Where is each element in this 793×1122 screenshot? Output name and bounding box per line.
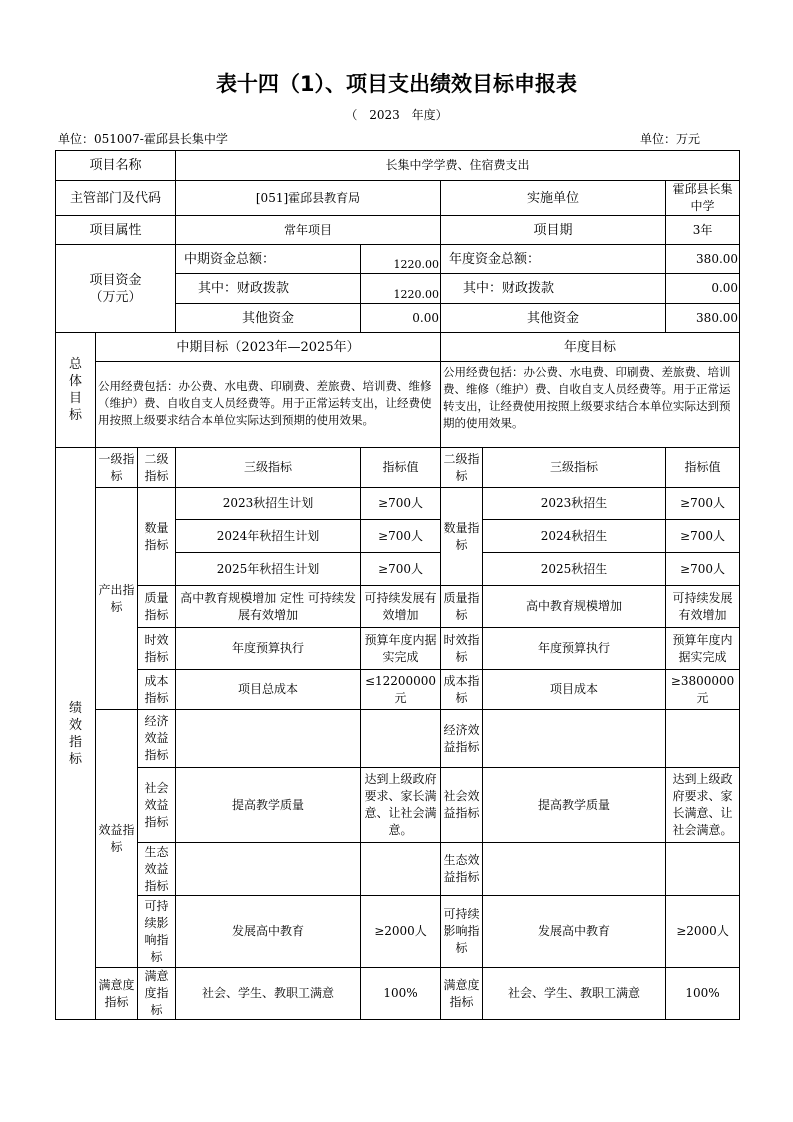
- mid-indicator: 提高教学质量: [176, 768, 361, 843]
- mid-indicator: 2023秋招生计划: [176, 488, 361, 520]
- sustain-label: 可持续影响指标: [441, 896, 483, 968]
- goals-label: 总体目标: [56, 333, 96, 448]
- yr-value: [666, 710, 740, 768]
- header: 三级指标: [176, 448, 361, 488]
- yr-value: 达到上级政府要求、家长满意、让社会满意。: [666, 768, 740, 843]
- quality-label: 质量指标: [441, 586, 483, 628]
- label: 其他资金: [176, 304, 361, 333]
- yr-total: 380.00: [666, 245, 740, 274]
- yr-goal-label: 年度目标: [441, 333, 740, 362]
- yr-indicator: 2023秋招生: [483, 488, 666, 520]
- impl-unit: 霍邱县长集中学: [666, 181, 740, 216]
- perf-label: 绩效指标: [56, 448, 96, 1020]
- mid-value: 达到上级政府要求、家长满意、让社会满意。: [361, 768, 441, 843]
- social-label: 社会效益指标: [441, 768, 483, 843]
- yr-other: 380.00: [666, 304, 740, 333]
- mid-value: 预算年度内据实完成: [361, 628, 441, 670]
- sustain-label: 可持续影响指标: [138, 896, 176, 968]
- mid-value: ≤12200000元: [361, 670, 441, 710]
- yr-goal-text: 公用经费包括：办公费、水电费、印刷费、差旅费、培训费、维修（维护）费、自收自支人员经费等。用于正常运转支出，让经费使用按照上级要求结合本单位实际达到预期的使用效果。: [441, 362, 740, 448]
- dept: [051]霍邱县教育局: [176, 181, 441, 216]
- econ-label: 经济效益指标: [138, 710, 176, 768]
- label: 实施单位: [441, 181, 666, 216]
- cost-label: 成本指标: [441, 670, 483, 710]
- yr-value: [666, 843, 740, 896]
- fund-label: 项目资金（万元）: [56, 245, 176, 333]
- mid-indicator: 年度预算执行: [176, 628, 361, 670]
- mid-indicator: 高中教育规模增加 定性 可持续发展有效增加: [176, 586, 361, 628]
- yr-indicator: [483, 710, 666, 768]
- label: 年度资金总额：: [441, 245, 666, 274]
- benefit-label: 效益指标: [96, 710, 138, 968]
- mid-total: 1220.00: [361, 245, 441, 274]
- mid-indicator: 项目总成本: [176, 670, 361, 710]
- attr: 常年项目: [176, 216, 441, 245]
- page-title: 表十四（1）、项目支出绩效目标申报表: [215, 72, 578, 96]
- mid-indicator: [176, 843, 361, 896]
- cost-label: 成本指标: [138, 670, 176, 710]
- eco-label: 生态效益指标: [138, 843, 176, 896]
- mid-indicator: 社会、学生、教职工满意: [176, 968, 361, 1020]
- yr-value: ≥2000人: [666, 896, 740, 968]
- label: 主管部门及代码: [56, 181, 176, 216]
- mid-indicator: 发展高中教育: [176, 896, 361, 968]
- yr-value: ≥700人: [666, 553, 740, 586]
- qty-label: 数量指标: [441, 488, 483, 586]
- mid-indicator: 2025年秋招生计划: [176, 553, 361, 586]
- yr-indicator: 年度预算执行: [483, 628, 666, 670]
- mid-value: [361, 843, 441, 896]
- mid-indicator: 2024年秋招生计划: [176, 520, 361, 553]
- mid-indicator: [176, 710, 361, 768]
- yr-value: ≥700人: [666, 488, 740, 520]
- yr-indicator: 发展高中教育: [483, 896, 666, 968]
- econ-label: 经济效益指标: [441, 710, 483, 768]
- header: 指标值: [666, 448, 740, 488]
- yr-fiscal: 0.00: [666, 274, 740, 304]
- header: 一级指标: [96, 448, 138, 488]
- mid-value: 可持续发展有效增加: [361, 586, 441, 628]
- yr-value: 100%: [666, 968, 740, 1020]
- header: 指标值: [361, 448, 441, 488]
- label: 其中：财政拨款: [441, 274, 666, 304]
- time-label: 时效指标: [441, 628, 483, 670]
- mid-fiscal: 1220.00: [361, 274, 441, 304]
- label: 项目期: [441, 216, 666, 245]
- mid-value: ≥700人: [361, 488, 441, 520]
- yr-value: 预算年度内据实完成: [666, 628, 740, 670]
- label: 项目名称: [56, 151, 176, 181]
- social-label: 社会效益指标: [138, 768, 176, 843]
- mid-value: [361, 710, 441, 768]
- mid-goal-label: 中期目标（2023年—2025年）: [96, 333, 441, 362]
- unit-left: 单位：051007-霍邱县长集中学: [58, 132, 228, 146]
- yr-indicator: 项目成本: [483, 670, 666, 710]
- period: 3年: [666, 216, 740, 245]
- yr-indicator: 高中教育规模增加: [483, 586, 666, 628]
- mid-value: ≥2000人: [361, 896, 441, 968]
- yr-indicator: 2024秋招生: [483, 520, 666, 553]
- mid-goal-text: 公用经费包括：办公费、水电费、印刷费、差旅费、培训费、维修（维护）费、自收自支人员经费等。用于正常运转支出，让经费使用按照上级要求结合本单位实际达到预期的使用效果。: [96, 362, 441, 448]
- yr-value: 可持续发展有效增加: [666, 586, 740, 628]
- header: 二级指标: [441, 448, 483, 488]
- yr-value: ≥700人: [666, 520, 740, 553]
- unit-right: 单位：万元: [640, 132, 701, 146]
- mid-value: 100%: [361, 968, 441, 1020]
- yr-indicator: 社会、学生、教职工满意: [483, 968, 666, 1020]
- label: 其他资金: [441, 304, 666, 333]
- yr-indicator: [483, 843, 666, 896]
- eco-label: 生态效益指标: [441, 843, 483, 896]
- header: 二级指标: [138, 448, 176, 488]
- project-name: 长集中学学费、住宿费支出: [176, 151, 740, 181]
- qty-label: 数量指标: [138, 488, 176, 586]
- sat2-label: 满意度指标: [138, 968, 176, 1020]
- label: 其中：财政拨款: [176, 274, 361, 304]
- label: 中期资金总额：: [176, 245, 361, 274]
- mid-other: 0.00: [361, 304, 441, 333]
- mid-value: ≥700人: [361, 520, 441, 553]
- report-year: （ 2023 年度）: [345, 108, 448, 122]
- output-label: 产出指标: [96, 488, 138, 710]
- satisfaction-label: 满意度指标: [96, 968, 138, 1020]
- performance-table: [55, 150, 740, 1020]
- header: 三级指标: [483, 448, 666, 488]
- yr-indicator: 提高教学质量: [483, 768, 666, 843]
- yr-indicator: 2025秋招生: [483, 553, 666, 586]
- mid-value: ≥700人: [361, 553, 441, 586]
- label: 项目属性: [56, 216, 176, 245]
- quality-label: 质量指标: [138, 586, 176, 628]
- sat2-label: 满意度指标: [441, 968, 483, 1020]
- yr-value: ≥3800000元: [666, 670, 740, 710]
- time-label: 时效指标: [138, 628, 176, 670]
